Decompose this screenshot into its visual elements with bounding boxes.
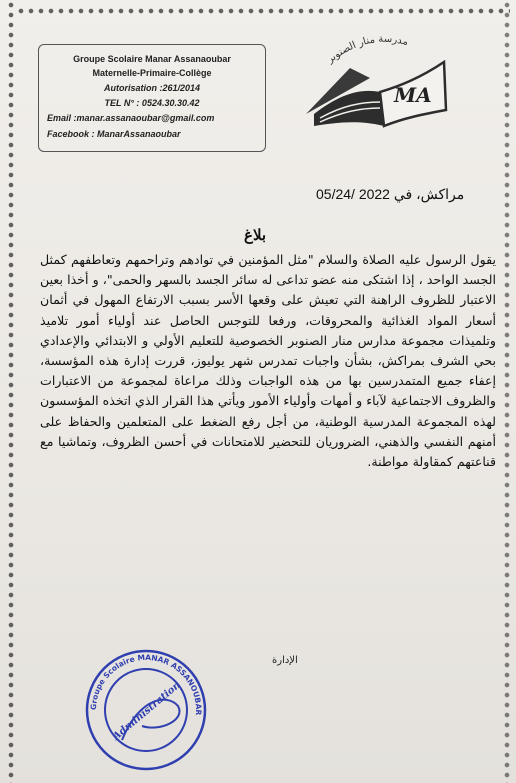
announcement-body bbox=[40, 250, 496, 472]
school-authorisation: Autorisation :261/2014 bbox=[103, 83, 201, 93]
stamp-center-text: Administration bbox=[111, 679, 183, 743]
date-line: مراكش، في 2022 /05/24 bbox=[316, 186, 465, 202]
round-school-stamp-icon bbox=[82, 648, 210, 772]
logo-monogram: MA bbox=[394, 83, 432, 107]
school-levels: Maternelle-Primaire-Collège bbox=[92, 68, 212, 78]
logo-arc-text: مدرسة منار الصنوبر bbox=[325, 33, 410, 66]
school-email: Email :manar.assanaoubar@gmail.com bbox=[47, 113, 215, 123]
school-phone: TEL N° : 0524.30.30.42 bbox=[104, 98, 200, 108]
announcement-paragraph: يقول الرسول عليه الصلاة والسلام "مثل المؤمنين في توادهم وتراحمهم وتعاطفهم كمثل الجسد الواحد ، إذا اشتكى منه عضو تداعى له سائر الجسد بالسهر والحمى"، و أخذا بعين الاعتبار للظروف الراهنة التي تعيش على وقعها الأسر بسبب الارتفاع المهول في أثمان أسعار المواد الغذائية والمحروقات، ورفعا للتوجس الحاصل عند أولياء أمور تلاميذ وتلميذات مجموعة مدارس منار الصنوبر الخصوصية للتعليم الأولي و الابتدائي والإعدادي بحي الشرف بمراكش، بشأن واجبات تمدرس شهر يوليوز، قررت إدارة هذه المؤسسة، إعفاء جميع المتمدرسين بها من هذه الواجبات وذلك مراعاة لمجموعة من الاعتبارات والظروف الاجتماعية لآباء و أمهات وأولياء الأمور ويأتي هذا القرار الذي اتخذه المؤسسون لهذه المجموعة المدرسية الوطنية، من أجل رفع الضغط على المتعلمين والحفاظ على أمنهم النفسي والذهني، الضروريان للتحضير للامتحانات في أحسن الظروف، وتماشيا مع قناعتهم كمقاولة مواطنة. bbox=[40, 252, 496, 470]
school-header-box bbox=[38, 44, 266, 152]
school-name: Groupe Scolaire Manar Assanaoubar bbox=[73, 54, 231, 64]
dotted-border-right bbox=[502, 0, 512, 783]
stamp-outer-text: Groupe Scolaire MANAR ASSANOUBAR bbox=[88, 652, 204, 716]
dotted-border-top bbox=[16, 6, 510, 16]
dotted-border-left bbox=[6, 0, 16, 783]
administration-signature: الإدارة bbox=[272, 655, 298, 666]
open-book-logo-icon bbox=[300, 22, 450, 132]
announcement-title: بلاغ bbox=[244, 226, 267, 244]
school-facebook: Facebook : ManarAssanaoubar bbox=[47, 129, 181, 139]
